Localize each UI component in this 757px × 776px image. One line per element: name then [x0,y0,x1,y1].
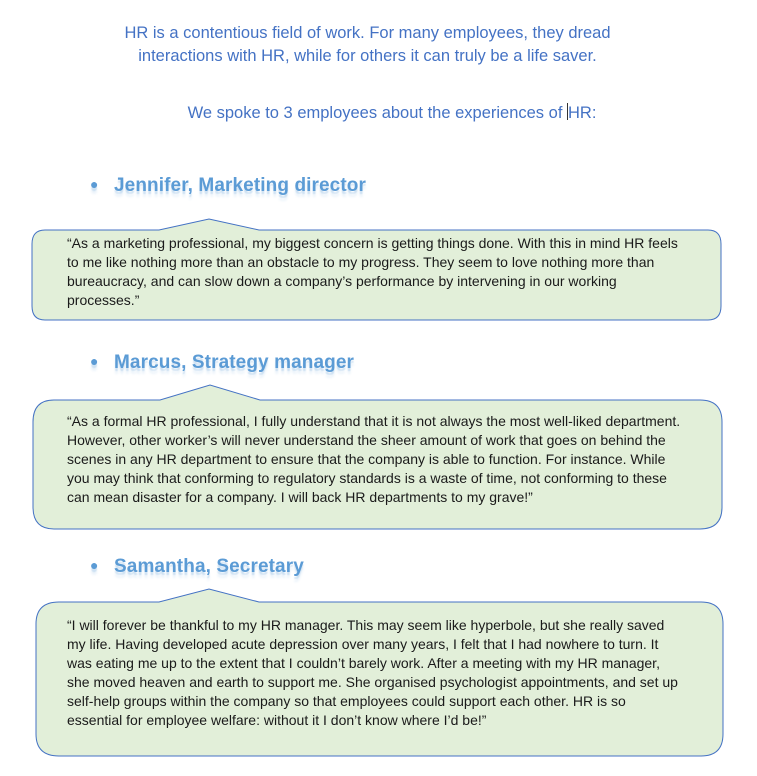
lead-text: We spoke to 3 employees about the experiences of [187,104,567,122]
testimonial-name-samantha [90,556,304,578]
intro-paragraph [95,22,640,68]
testimonial-name-marcus [90,352,354,374]
name-label: Samantha, Secretary [114,556,304,577]
speech-bubble-jennifer [31,218,722,321]
intro-line-2: interactions with HR, while for others it can truly be a life saver. [138,47,597,65]
testimonial-name-jennifer [90,175,366,197]
bullet-icon: ● [90,353,99,369]
speech-bubble-samantha [35,588,724,757]
bullet-icon: ● [90,557,99,573]
intro-line-1: HR is a contentious field of work. For many employees, they dread [124,24,611,42]
lead-sentence [0,103,757,123]
bullet-icon: ● [90,176,99,192]
lead-text-end: HR: [568,104,597,122]
speech-bubble-marcus [32,384,723,530]
name-label: Marcus, Strategy manager [114,352,354,373]
quote-text: “As a formal HR professional, I fully understand that it is not always the most well-liked department. However, other worker’s will never understand the sheer amount of work that goes on behind the scenes in any HR department to ensure that the company is able to function. For instance. While you may think that conforming to regulatory standards is a waste of time, not conforming to these can mean disaster for a company. I will back HR departments to my grave!” [67,413,681,505]
quote-text: “I will forever be thankful to my HR manager. This may seem like hyperbole, but she really saved my life. Having developed acute depression over many years, I felt that I had nowhere to turn. It was eating me up to the extent that I couldn’t barely work. After a meeting with my HR manager, she moved heaven and earth to support me. She organised psychologist appointments, and set up self-help groups within the company so that employees could support each other. HR is so essential for employee welfare: without it I don’t know where I’d be!” [67,617,678,728]
quote-text: “As a marketing professional, my biggest concern is getting things done. With this in mind HR feels to me like nothing more than an obstacle to my progress. They seem to love nothing more than bureaucracy, and can slow down a company’s performance by intervening in our working processes.” [67,235,678,308]
name-label: Jennifer, Marketing director [114,175,366,196]
